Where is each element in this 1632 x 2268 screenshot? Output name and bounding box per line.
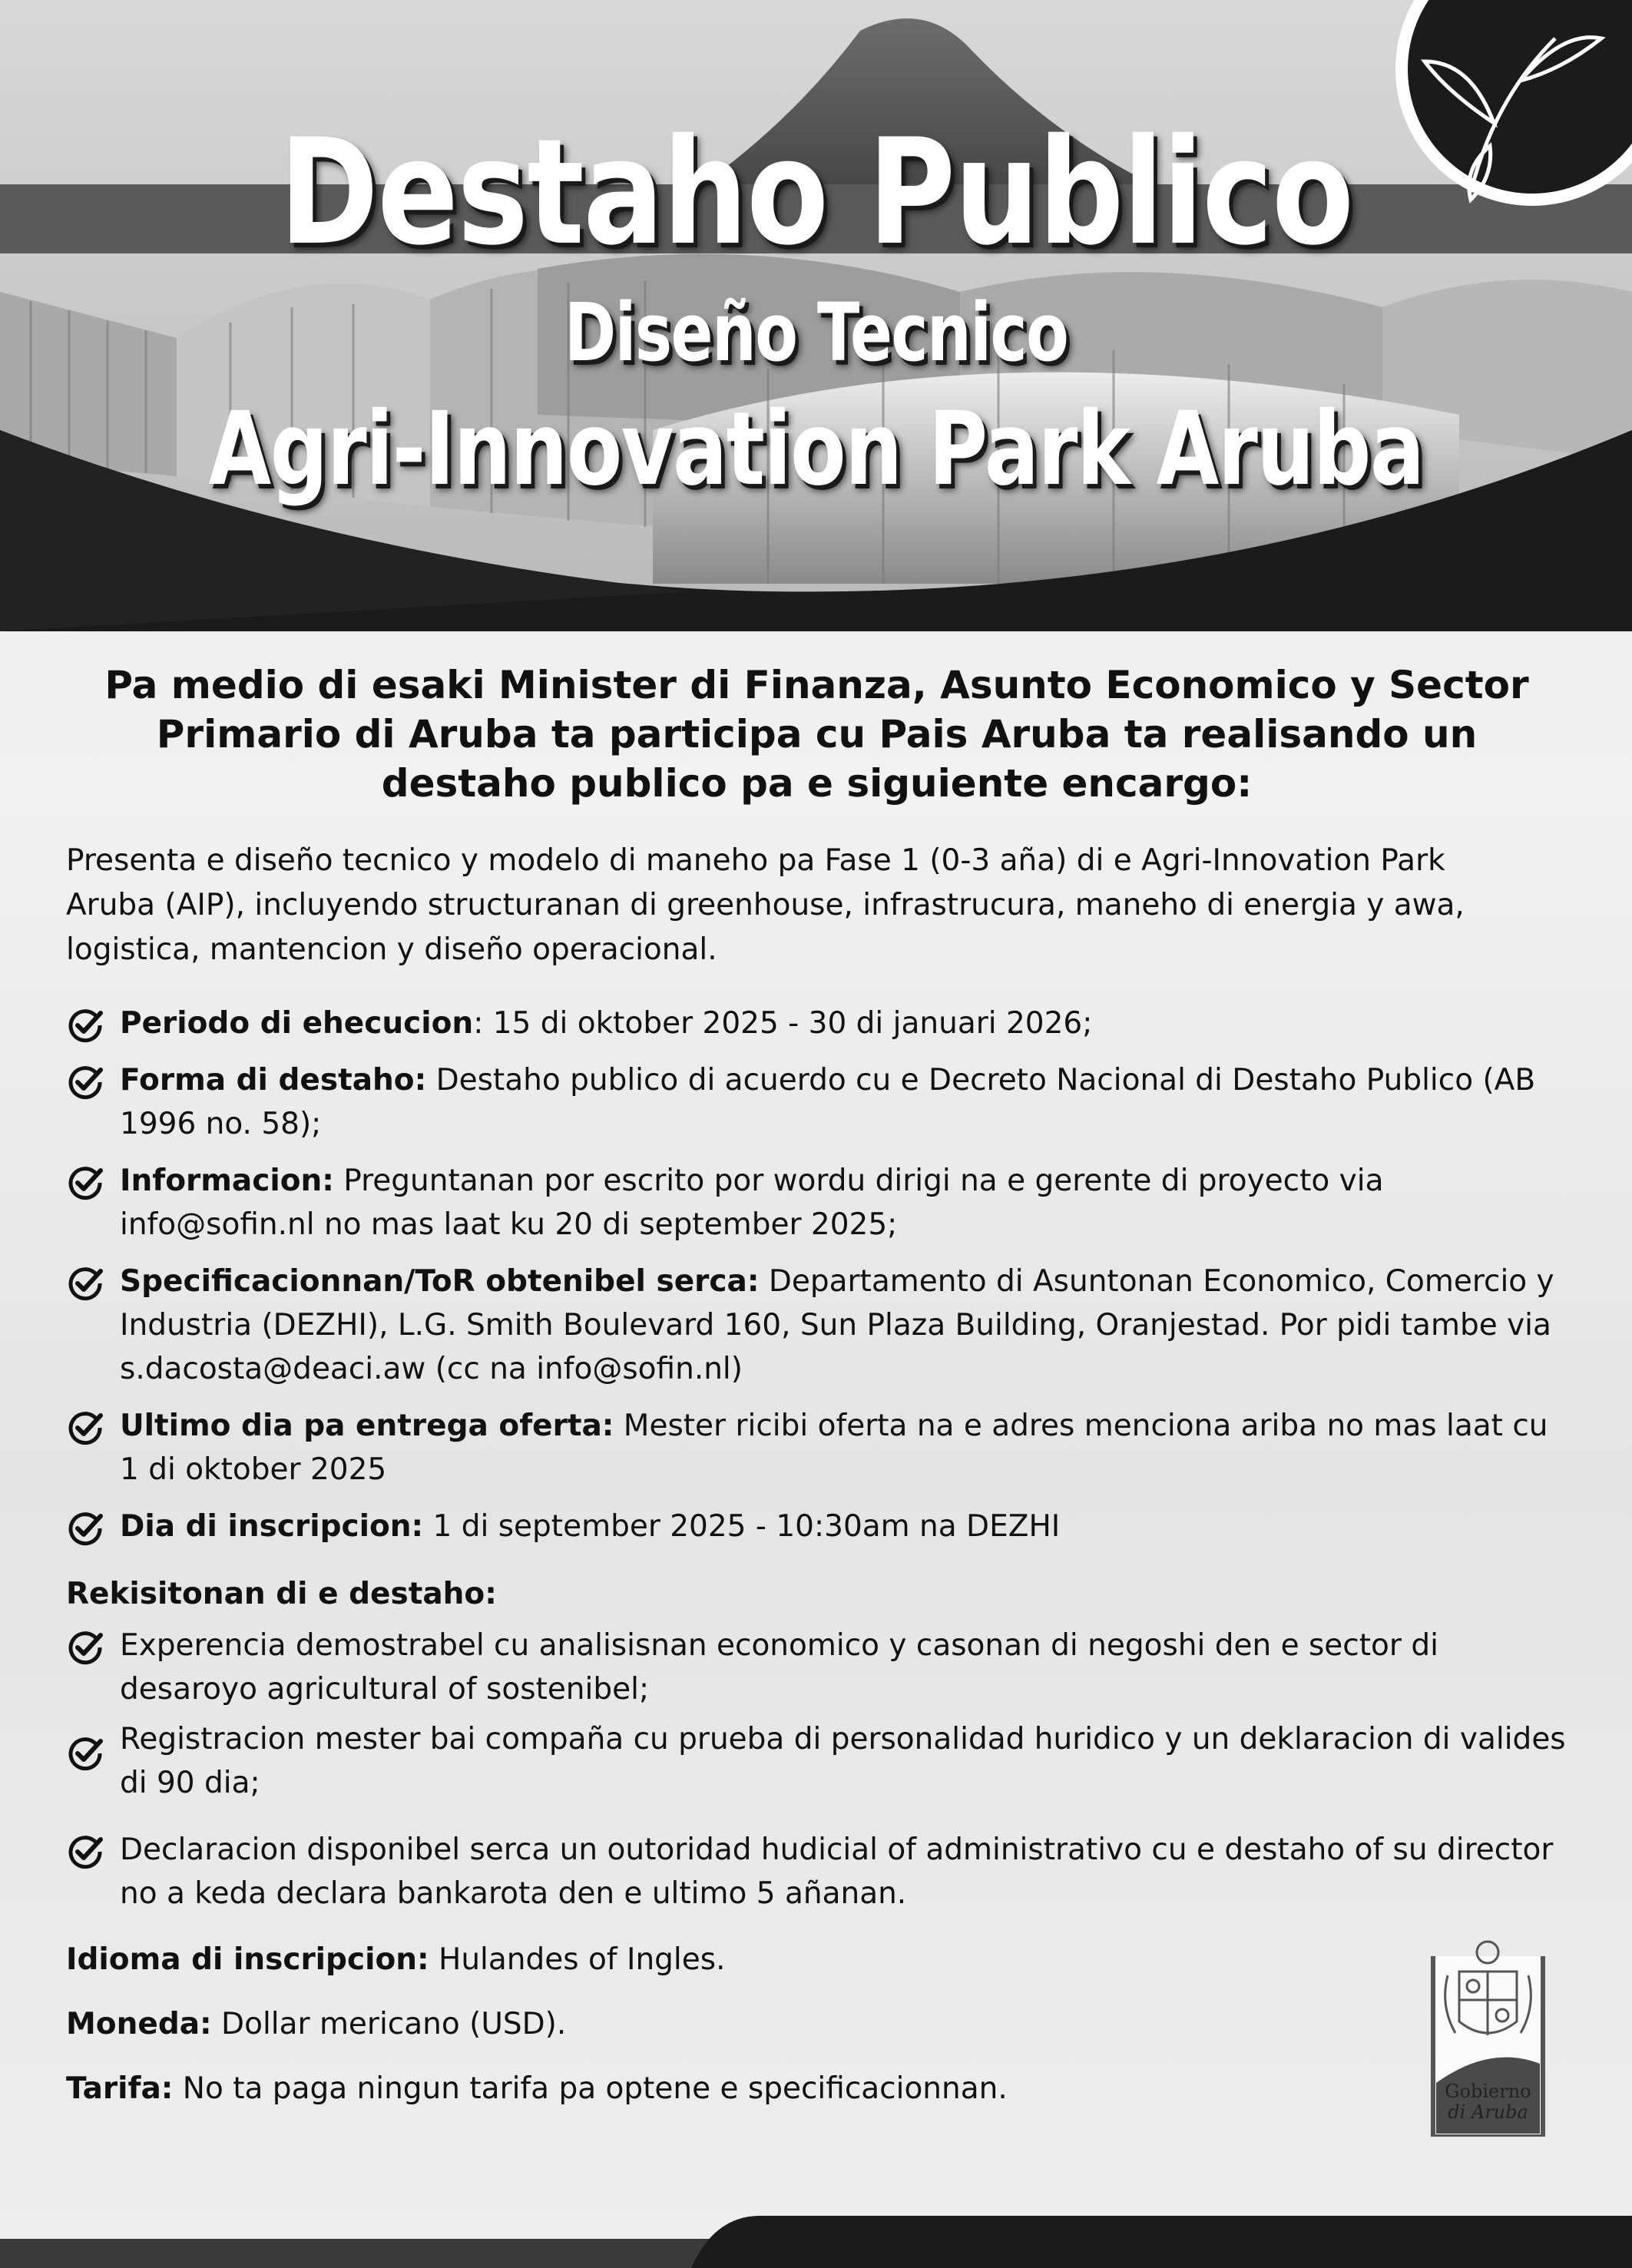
fee-value: No ta paga ningun tarifa pa optene e specificacionnan. (173, 2071, 1008, 2106)
circle-check-icon (66, 1006, 104, 1045)
requirements-list (66, 1624, 1567, 1915)
detail-item-periodo (66, 1002, 1567, 1045)
requirements-heading: Rekisitonan di e destaho: (66, 1577, 497, 1611)
detail-label: Informacion: (120, 1164, 334, 1198)
detail-text (120, 1505, 1060, 1548)
detail-text (120, 1260, 1567, 1391)
circle-check-icon (66, 1063, 104, 1101)
detail-text (120, 1002, 1092, 1045)
currency-label: Moneda: (66, 2007, 212, 2041)
detail-item-specificacion (66, 1260, 1567, 1391)
header-banner (0, 0, 1632, 631)
page-subtitle: Diseño Tecnico (564, 286, 1068, 379)
intro-description: Presenta e diseño tecnico y modelo di maneho pa Fase 1 (0-3 aña) di e Agri-Innovation Park Aruba (AIP), incluyendo structuranan di greenhouse, infrastrucura, maneho di energia y awa, logistica, mantencion y diseño operacional. (66, 843, 1465, 967)
detail-label: Forma di destaho: (120, 1063, 427, 1098)
detail-text (120, 1159, 1567, 1247)
gov-logo-line1: Gobierno (1445, 2081, 1531, 2102)
requirement-text: Experencia demostrabel cu analisisnan economico y casonan di negoshi den e sector di desaroyo agricultural of sostenibel; (120, 1628, 1438, 1707)
detail-item-forma (66, 1058, 1567, 1146)
project-name: Agri-Innovation Park Aruba (208, 390, 1424, 508)
fee-label: Tarifa: (66, 2071, 174, 2106)
detail-value: Mester ricibi oferta na e adres menciona ariba no mas laat cu 1 di oktober 2025 (120, 1409, 1548, 1487)
details-list (66, 1002, 1567, 1548)
circle-check-icon (66, 1164, 104, 1202)
detail-label: Dia di inscripcion: (120, 1509, 424, 1544)
detail-text (120, 1404, 1567, 1492)
intro-heading: Pa medio di esaki Minister di Finanza, Asunto Economico y Sector Primario di Aruba ta participa cu Pais Aruba ta realisando un destaho publico pa e siguiente encargo: (104, 663, 1529, 806)
circle-check-icon (66, 1833, 104, 1871)
fee-line (66, 2068, 1567, 2111)
detail-item-informacion (66, 1159, 1567, 1247)
circle-check-icon (66, 1264, 104, 1303)
language-line (66, 1939, 1567, 1982)
detail-text (120, 1058, 1567, 1146)
requirement-item (66, 1828, 1567, 1915)
footer-bar (0, 2216, 1632, 2268)
detail-label: Periodo di ehecucion (120, 1006, 474, 1041)
requirement-item (66, 1717, 1567, 1805)
requirement-item (66, 1624, 1567, 1711)
detail-value: Preguntanan por escrito por wordu dirigi na e gerente di proyecto via info@sofin.nl no mas laat ku 20 di september 2025; (120, 1164, 1384, 1242)
currency-value: Dollar mericano (USD). (211, 2007, 567, 2041)
language-label: Idioma di inscripcion: (66, 1942, 429, 1977)
page-title: Destaho Publico (279, 108, 1353, 277)
circle-check-icon (66, 1409, 104, 1447)
gov-logo-line2: di Aruba (1448, 2101, 1528, 2123)
circle-check-icon (66, 1509, 104, 1548)
detail-value: : 15 di oktober 2025 - 30 di januari 2026; (473, 1006, 1093, 1041)
detail-label: Ultimo dia pa entrega oferta: (120, 1409, 614, 1443)
language-value: Hulandes of Ingles. (429, 1942, 726, 1977)
detail-label: Specificacionnan/ToR obtenibel serca: (120, 1264, 760, 1299)
circle-check-icon (66, 1734, 104, 1773)
detail-value: Departamento di Asuntonan Economico, Comercio y Industria (DEZHI), L.G. Smith Boulevard 160, Sun Plaza Building, Oranjestad. Por pidi tambe via s.dacosta@deaci.aw (cc na info@sofin.nl) (120, 1264, 1554, 1386)
requirement-text: Declaracion disponibel serca un outoridad hudicial of administrativo cu e destaho of su director no a keda declara bankarota den e ultimo 5 añanan. (120, 1833, 1554, 1911)
circle-check-icon (66, 1628, 104, 1667)
detail-item-ultimo-dia (66, 1404, 1567, 1492)
detail-value: Destaho publico di acuerdo cu e Decreto Nacional di Destaho Publico (AB 1996 no. 58); (120, 1063, 1536, 1141)
requirement-text: Registracion mester bai compaña cu prueba di personalidad huridico y un deklaracion di valides di 90 dia; (120, 1722, 1566, 1800)
gov-logo-text (1428, 2081, 1548, 2123)
notice-body (66, 661, 1567, 2132)
detail-value: 1 di september 2025 - 10:30am na DEZHI (423, 1509, 1061, 1544)
currency-line (66, 2003, 1567, 2046)
detail-item-inscripcion (66, 1505, 1567, 1548)
